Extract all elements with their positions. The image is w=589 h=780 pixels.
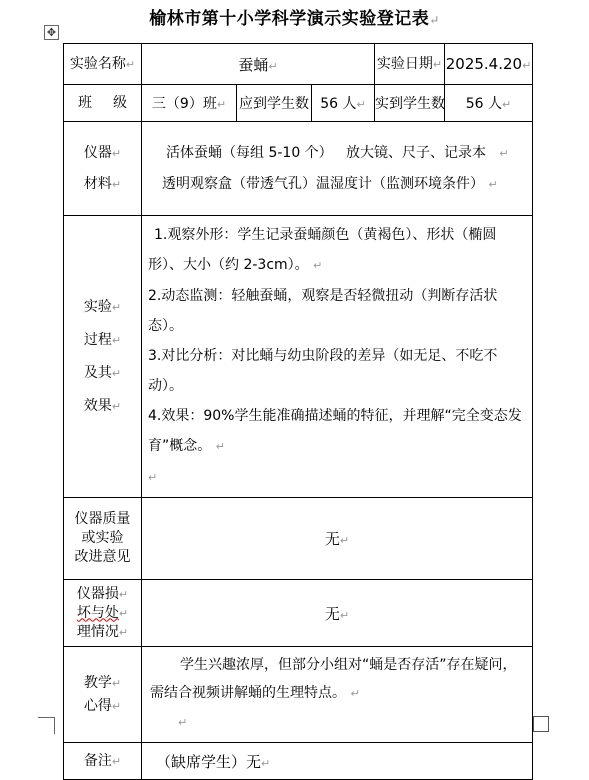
quality-label-cell[interactable] [64, 498, 142, 580]
paragraph-mark: ↵ [356, 98, 366, 111]
damage-value-cell[interactable] [142, 580, 533, 647]
paragraph-mark: ↵ [268, 59, 278, 73]
process-item-4: 4.效果：90%学生能准确描述蛹的特征，并理解“完全变态发育”概念。 [148, 408, 522, 454]
process-item [148, 341, 528, 401]
process-item-2: 2.动态监测：轻触蚕蛹，观察是否轻微扭动（判断存活状态）。 [148, 288, 498, 334]
class-value: 三（9）班 [151, 96, 217, 112]
move-handle-icon[interactable]: ✥ [44, 25, 59, 40]
teaching-text [150, 651, 528, 708]
row-equipment [64, 122, 533, 216]
expected-students-value-cell[interactable] [312, 85, 375, 122]
process-label-line [64, 324, 141, 357]
crop-mark-bottom-left [38, 717, 55, 734]
row-quality [64, 498, 533, 580]
paragraph-mark: ↵ [125, 57, 136, 71]
experiment-date-label-cell[interactable] [375, 44, 445, 85]
equipment-line [142, 169, 532, 200]
damage-label-2: 坏与处 [76, 604, 119, 621]
teaching-label-line [64, 695, 141, 718]
actual-students-value-cell[interactable] [445, 85, 533, 122]
paragraph-mark: ↵ [313, 259, 323, 272]
damage-label-3: 理情况 [76, 623, 119, 640]
damage-label-cell[interactable] [64, 580, 142, 647]
paragraph-mark: ↵ [111, 676, 122, 690]
registration-table [63, 43, 533, 780]
process-label-2: 过程 [83, 331, 112, 348]
paragraph-mark: ↵ [261, 756, 271, 770]
paragraph-mark: ↵ [118, 606, 129, 620]
experiment-date-value-cell[interactable] [445, 44, 533, 85]
paragraph-mark: ↵ [215, 440, 225, 453]
paragraph-mark: ↵ [111, 333, 122, 347]
process-label-3: 及其 [83, 364, 112, 381]
equipment-label-2: 材料 [83, 175, 112, 192]
paragraph-mark: ↵ [111, 366, 122, 380]
process-item-3: 3.对比分析：对比蛹与幼虫阶段的差异（如无足、不吃不动）。 [148, 348, 498, 394]
damage-label-1: 仪器损 [76, 585, 119, 602]
paragraph-mark: ↵ [118, 587, 129, 601]
class-label: 班 级 [78, 95, 127, 111]
notes-label-cell[interactable] [64, 743, 142, 780]
paragraph-mark: ↵ [111, 300, 122, 314]
actual-students-label: 实到学生数 [375, 96, 446, 112]
equipment-label-line [64, 138, 141, 169]
paragraph-mark: ↵ [178, 716, 188, 729]
quality-value: 无 [324, 530, 340, 548]
class-label-cell[interactable] [64, 85, 142, 122]
process-label-line [64, 390, 141, 423]
experiment-name-value-cell[interactable] [142, 44, 375, 85]
crop-mark-bottom-right [533, 716, 549, 732]
quality-label-2: 或实验 [81, 530, 124, 546]
process-item [148, 281, 528, 341]
teaching-label-line [64, 672, 141, 695]
paragraph-mark: ↵ [111, 754, 122, 768]
teaching-label-2: 心得 [83, 697, 112, 714]
process-value-cell[interactable] [142, 216, 533, 498]
paragraph-mark: ↵ [502, 98, 512, 111]
damage-value: 无 [324, 604, 340, 623]
empty-paragraph [150, 708, 528, 737]
experiment-date-label: 实验日期 [376, 55, 433, 72]
expected-students-value: 56 人 [320, 96, 357, 112]
actual-students-value: 56 人 [465, 96, 503, 112]
paragraph-mark: ↵ [499, 146, 509, 160]
teaching-label-cell[interactable] [64, 647, 142, 743]
process-item-1: 1.观察外形：学生记录蚕蛹颜色（黄褐色）、形状（椭圆形）、大小（约 2-3cm）。 [148, 227, 497, 273]
teaching-label-1: 教学 [83, 674, 112, 691]
row-experiment-name [64, 44, 533, 85]
teaching-value: 学生兴趣浓厚，但部分小组对“蛹是否存活”存在疑问，需结合视频讲解蛹的生理特点。 [150, 657, 517, 701]
equipment-label-line [64, 169, 141, 200]
actual-students-label-cell[interactable] [375, 85, 445, 122]
title-text: 榆林市第十小学科学演示实验登记表 [149, 9, 430, 29]
process-label-line [64, 291, 141, 324]
teaching-value-cell[interactable] [142, 647, 533, 743]
paragraph-mark: ↵ [429, 13, 440, 27]
quality-value-cell[interactable] [142, 498, 533, 580]
paragraph-mark: ↵ [350, 687, 360, 700]
equipment-label-1: 仪器 [83, 144, 112, 161]
process-label-line [64, 357, 141, 390]
experiment-date-value: 2025.4.20 [445, 55, 523, 73]
experiment-name-label: 实验名称 [69, 55, 126, 72]
equipment-line-1: 活体蚕蛹（每组 5-10 个） 放大镜、尺子、记录本 [166, 144, 487, 161]
document-title [0, 4, 589, 29]
paragraph-mark: ↵ [216, 98, 227, 111]
paragraph-mark: ↵ [111, 699, 122, 713]
class-value-cell[interactable] [142, 85, 237, 122]
expected-students-label: 应到学生数 [239, 96, 309, 112]
row-notes [64, 743, 533, 780]
equipment-value-cell[interactable] [142, 122, 533, 216]
quality-label-1: 仪器质量 [74, 511, 131, 527]
paragraph-mark: ↵ [339, 608, 350, 622]
row-damage [64, 580, 533, 647]
equipment-line [142, 138, 532, 169]
paragraph-mark: ↵ [148, 471, 158, 484]
empty-paragraph [148, 462, 528, 493]
experiment-name-label-cell[interactable] [64, 44, 142, 85]
damage-label-line [64, 604, 141, 623]
paragraph-mark: ↵ [111, 399, 122, 413]
paragraph-mark: ↵ [339, 534, 350, 547]
row-teaching [64, 647, 533, 743]
equipment-label-cell[interactable] [64, 122, 142, 216]
paragraph-mark: ↵ [522, 59, 532, 72]
process-item [148, 220, 528, 281]
row-process [64, 216, 533, 498]
process-item [148, 401, 528, 462]
paragraph-mark: ↵ [488, 177, 498, 191]
paragraph-mark: ↵ [111, 146, 122, 160]
notes-value-cell[interactable] [142, 743, 533, 780]
damage-label-line [64, 623, 141, 642]
equipment-line-2: 透明观察盒（带透气孔）温湿度计（监测环境条件） [162, 175, 484, 192]
quality-label-3: 改进意见 [74, 549, 131, 565]
notes-value: （缺席学生）无 [156, 752, 262, 771]
paragraph-mark: ↵ [118, 625, 129, 639]
process-label-cell[interactable] [64, 216, 142, 498]
notes-label: 备注 [83, 752, 112, 769]
process-label-4: 效果 [83, 397, 112, 414]
process-label-1: 实验 [83, 298, 112, 315]
paragraph-mark: ↵ [432, 57, 443, 71]
damage-label-line [64, 585, 141, 604]
row-class-info [64, 85, 533, 122]
paragraph-mark: ↵ [111, 177, 122, 191]
expected-students-label-cell[interactable] [237, 85, 312, 122]
experiment-name-value: 蚕蛹 [238, 55, 269, 74]
